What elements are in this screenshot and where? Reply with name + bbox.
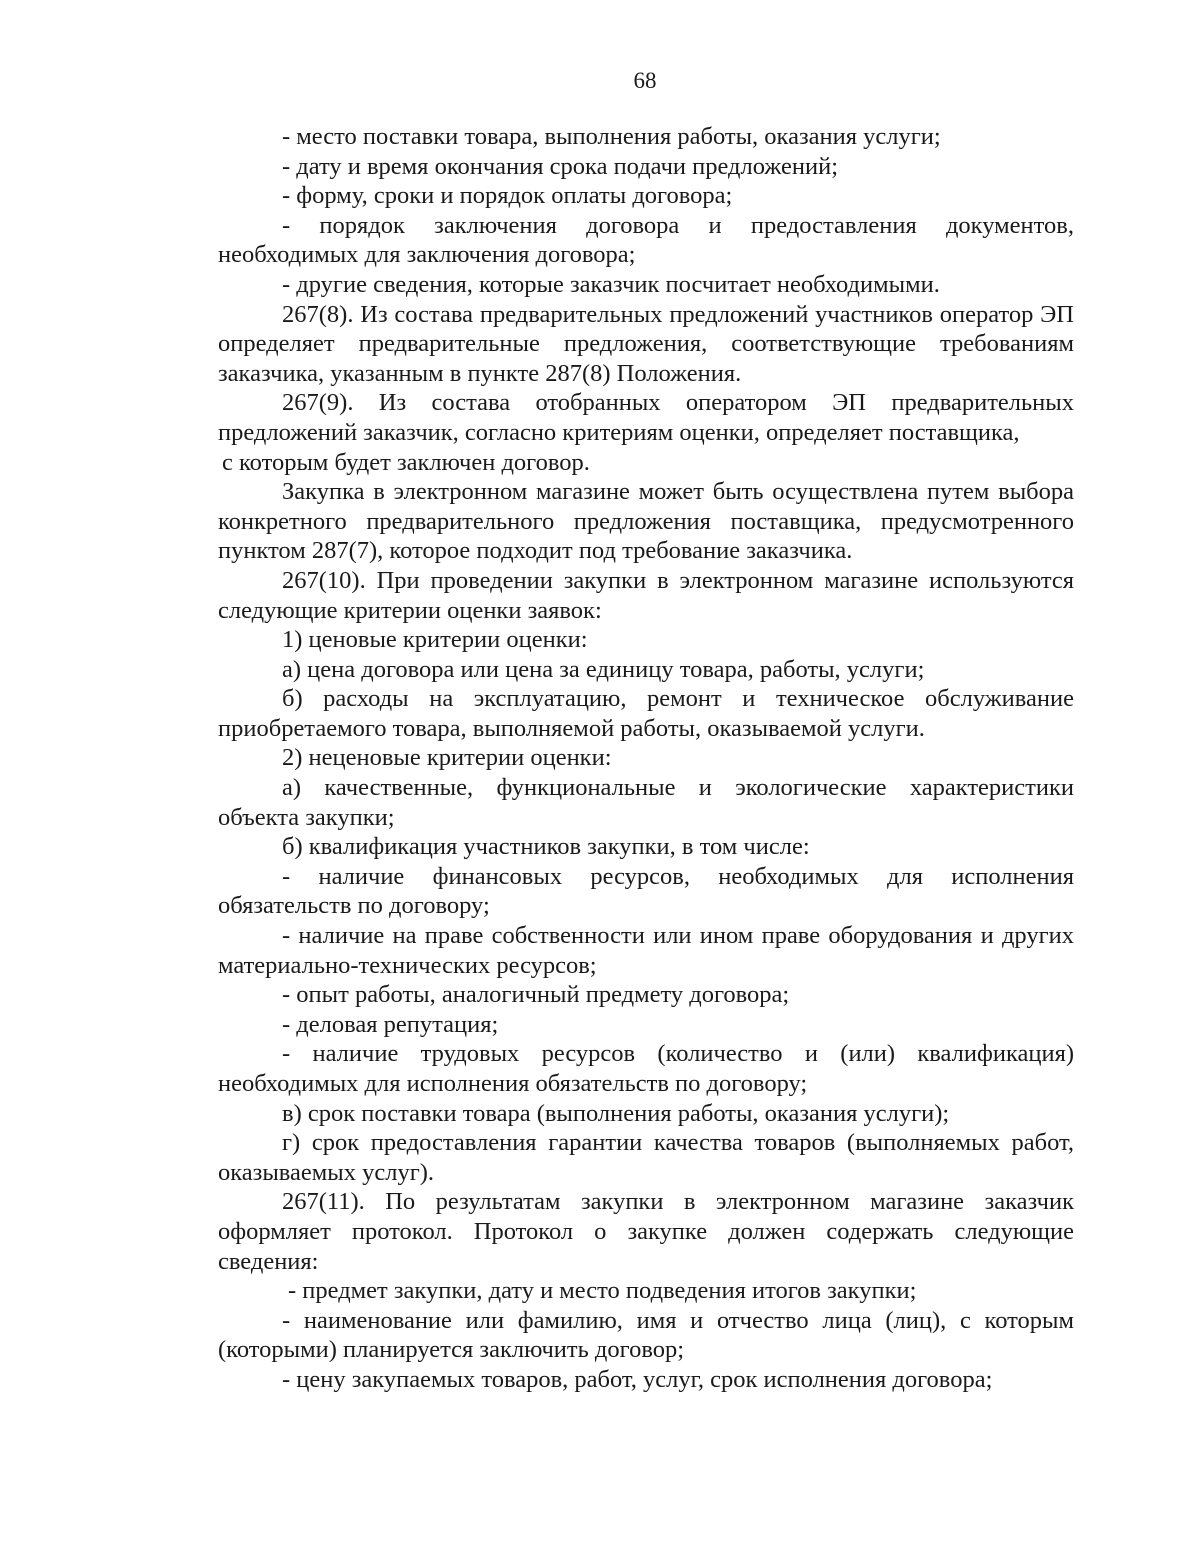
paragraph: б) расходы на эксплуатацию, ремонт и техническое обслуживание приобретаемого товара, выполняемой работы, оказываемой услуги. — [218, 685, 1074, 742]
paragraph: 267(9). Из состава отобранных оператором ЭП предварительных предложений заказчик, согласно критериям оценки, определяет поставщика, — [218, 389, 1074, 446]
paragraph: - цену закупаемых товаров, работ, услуг, срок исполнения договора; — [282, 1365, 993, 1393]
paragraph: - предмет закупки, дату и место подведения итогов закупки; — [288, 1277, 917, 1305]
paragraph: г) срок предоставления гарантии качества товаров (выполняемых работ, оказываемых услуг). — [218, 1129, 1074, 1186]
paragraph: - место поставки товара, выполнения работы, оказания услуги; — [282, 123, 941, 150]
paragraph: а) качественные, функциональные и экологические характеристики объекта закупки; — [218, 774, 1074, 831]
paragraph: 267(11). По результатам закупки в электронном магазине заказчик оформляет протокол. Протокол о закупке должен содержать следующие сведения: — [218, 1188, 1074, 1275]
paragraph: 1) ценовые критерии оценки: — [282, 626, 588, 654]
paragraph: а) цена договора или цена за единицу товара, работы, услуги; — [282, 655, 925, 683]
paragraph: - наименование или фамилию, имя и отчество лица (лиц), с которым (которыми) планируется заключить договор; — [218, 1306, 1074, 1364]
document-body — [218, 122, 1074, 1395]
paragraph: - дату и время окончания срока подачи предложений; — [282, 152, 838, 180]
page-number: 68 — [633, 68, 657, 93]
paragraph: - наличие трудовых ресурсов (количество и (или) квалификация) необходимых для исполнения обязательств по договору; — [218, 1040, 1074, 1097]
paragraph: 267(10). При проведении закупки в электронном магазине используются следующие критерии оценки заявок: — [218, 566, 1074, 624]
paragraph: - другие сведения, которые заказчик посчитает необходимыми. — [282, 270, 940, 298]
paragraph: - наличие на праве собственности или ином праве оборудования и других материально-технических ресурсов; — [218, 922, 1074, 979]
paragraph: - наличие финансовых ресурсов, необходимых для исполнения обязательств по договору; — [218, 862, 1074, 920]
paragraph: - форму, сроки и порядок оплаты договора; — [282, 182, 733, 210]
paragraph: б) квалификация участников закупки, в том числе: — [282, 833, 810, 861]
paragraph: - деловая репутация; — [282, 1010, 499, 1038]
paragraph: - опыт работы, аналогичный предмету договора; — [282, 981, 790, 1009]
paragraph: 267(8). Из состава предварительных предложений участников оператор ЭП определяет предварительные предложения, соответствующие требованиям заказчика, указанным в пункте 287(8) Положения. — [218, 300, 1074, 387]
paragraph: Закупка в электронном магазине может быть осуществлена путем выбора конкретного предварительного предложения поставщика, предусмотренного пунктом 287(7), которое подходит под требование заказчика. — [218, 478, 1074, 565]
paragraph: - порядок заключения договора и предоставления документов, необходимых для заключения договора; — [218, 211, 1074, 269]
paragraph: с которым будет заключен договор. — [222, 448, 590, 476]
paragraph: в) срок поставки товара (выполнения работы, оказания услуги); — [282, 1099, 950, 1127]
paragraph: 2) неценовые критерии оценки: — [282, 744, 612, 772]
